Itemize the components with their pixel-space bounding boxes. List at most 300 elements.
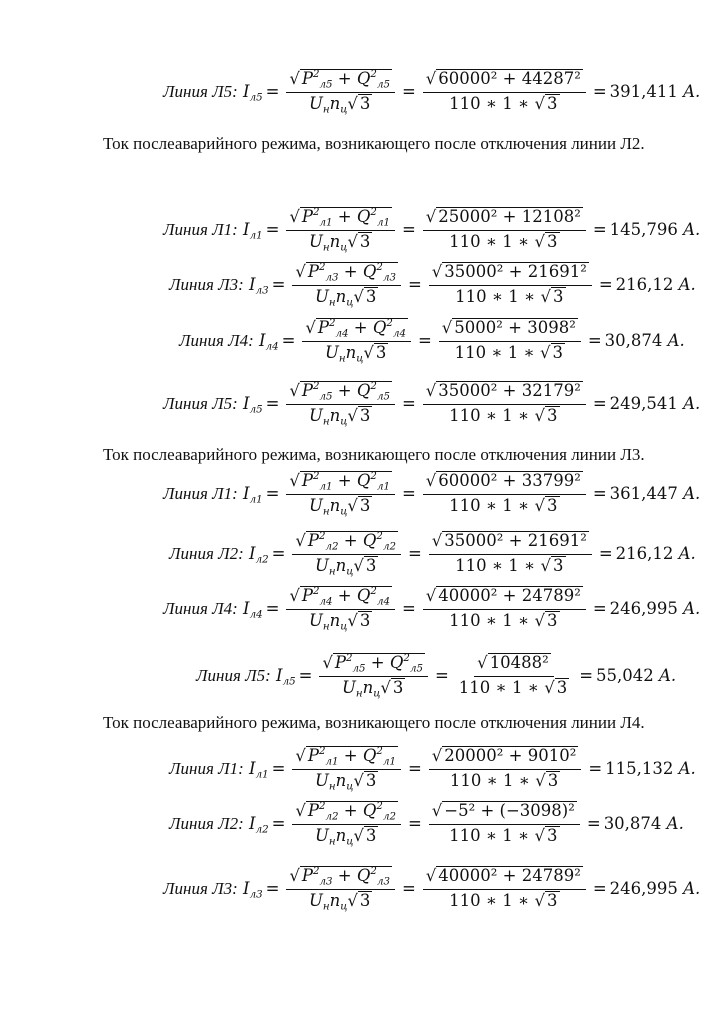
radicand: 3: [547, 825, 558, 845]
equals-sign: =: [271, 759, 286, 779]
fraction-denominator: [306, 610, 375, 632]
subscript: л5: [409, 663, 423, 675]
radicand-values: 40000² + 24789²: [438, 586, 581, 605]
math-variable: $Q^2_{л3}$: [356, 865, 390, 888]
equation-line: [163, 586, 700, 631]
fraction-denominator: [306, 231, 375, 253]
paragraph-text: Ток послеаварийного режима, возникающего после отключения линии Л4.: [103, 713, 645, 732]
sqrt-sign: √: [347, 93, 358, 113]
fraction-numerator: [423, 586, 586, 610]
equation-line: [169, 262, 696, 307]
result-value: 246,995: [609, 879, 678, 899]
subscript: л4: [335, 328, 349, 340]
fraction-denominator: [446, 890, 562, 912]
formula-fraction: [302, 318, 411, 363]
math-variable: $P^2_{л1}$: [301, 470, 333, 493]
math-variable: $P^2_{л2}$: [307, 530, 339, 553]
fraction-denominator: [456, 677, 572, 699]
formula-fraction: [292, 746, 401, 791]
subscript: л4: [392, 328, 406, 340]
sqrt-sign: √: [347, 405, 358, 425]
equals-sign: =: [407, 759, 422, 779]
equals-sign: =: [592, 599, 607, 619]
math-variable: $U_нn_ц$: [308, 93, 348, 116]
radicand-values: 5000² + 3098²: [454, 318, 576, 337]
equals-sign: =: [588, 759, 603, 779]
result-value: 391,411: [609, 82, 678, 102]
math-variable: $I_{л3}$: [249, 275, 269, 297]
subscript: н: [322, 416, 330, 428]
fraction-numerator: [423, 471, 586, 495]
line-label: Линия Л5:: [163, 393, 238, 413]
line-label: Линия Л5:: [196, 665, 271, 685]
equals-sign: =: [271, 814, 286, 834]
sqrt-sign: √: [289, 471, 300, 490]
subscript: л4: [265, 341, 279, 353]
fraction-denominator: [312, 825, 381, 847]
equals-sign: =: [579, 666, 594, 686]
radicand: $P^2_{л5} + Q^2_{л5}$: [301, 380, 390, 403]
exponent: 2: [329, 317, 336, 329]
fraction-numerator: [302, 318, 411, 342]
result-value: 361,447: [609, 484, 678, 504]
exponent: 2: [370, 865, 377, 877]
fraction-denominator: [306, 495, 375, 517]
exponent: 2: [319, 745, 326, 757]
exponent: 2: [376, 261, 383, 273]
exponent: 2: [319, 530, 326, 542]
exponent: 2: [313, 68, 320, 80]
subscript: ц: [340, 621, 348, 633]
radicand-values: 20000² + 9010²: [444, 746, 577, 765]
fraction-numerator: [423, 866, 586, 890]
math-variable: $Q^2_{л5}$: [356, 380, 390, 403]
equals-sign: =: [407, 544, 422, 564]
sqrt-sign: √: [353, 825, 364, 845]
denominator-text: 110 ∗ 1 ∗: [455, 555, 541, 575]
radicand: 3: [553, 555, 564, 575]
math-variable: $U_нn_ц$: [314, 825, 354, 848]
math-variable: $U_нn_ц$: [324, 342, 364, 365]
equals-sign: =: [298, 666, 313, 686]
subscript: н: [322, 104, 330, 116]
sqrt-sign: √: [431, 801, 443, 820]
fraction-numerator: [292, 531, 401, 555]
subscript: л1: [249, 230, 263, 242]
denominator-text: 110 ∗ 1 ∗: [449, 405, 535, 425]
unit-amperes: A.: [683, 484, 701, 504]
sqrt-sign: √: [295, 801, 306, 820]
math-variable: $P^2_{л5}$: [301, 380, 333, 403]
subscript: л2: [382, 811, 396, 823]
radicand: 3: [359, 405, 371, 425]
sqrt-sign: √: [295, 746, 306, 765]
radicand: $P^2_{л2} + Q^2_{л2}$: [307, 530, 396, 553]
sqrt-sign: √: [544, 677, 555, 697]
sqrt-sign: √: [347, 890, 358, 910]
subscript: ц: [346, 781, 354, 793]
numeric-fraction: [456, 653, 572, 698]
numeric-fraction: [423, 381, 586, 426]
sqrt-sign: √: [431, 262, 443, 281]
subscript: л2: [325, 541, 339, 553]
math-variable: $Q^2_{л5}$: [389, 652, 423, 675]
exponent: 2: [313, 380, 320, 392]
exponent: 2: [370, 206, 377, 218]
equation-line: [163, 207, 700, 252]
radicand-values: 35000² + 21691²: [444, 262, 587, 281]
unit-amperes: A.: [683, 220, 701, 240]
subscript: л5: [249, 404, 263, 416]
formula-fraction: [292, 262, 401, 307]
equals-sign: =: [417, 331, 432, 351]
denominator-text: 110 ∗ 1 ∗: [455, 286, 541, 306]
subscript: л5: [376, 391, 390, 403]
sqrt-sign: √: [295, 531, 306, 550]
equals-sign: =: [407, 814, 422, 834]
denominator-text: 110 ∗ 1 ∗: [449, 495, 535, 515]
formula-fraction: [286, 207, 395, 252]
fraction-numerator: [292, 746, 401, 770]
radicand: $P^2_{л5} + Q^2_{л5}$: [301, 68, 390, 91]
sqrt-sign: √: [534, 610, 546, 630]
radicand: 3: [375, 342, 387, 362]
math-variable: $P^2_{л2}$: [307, 800, 339, 823]
radicand: 3: [553, 286, 564, 306]
sqrt-sign: √: [347, 610, 358, 630]
numeric-fraction: [429, 262, 592, 307]
equals-sign: =: [592, 82, 607, 102]
line-label: Линия Л1:: [163, 483, 238, 503]
numeric-fraction: [429, 531, 592, 576]
equation-line: [163, 69, 700, 114]
equation-line: [196, 653, 676, 698]
sqrt-sign: √: [322, 653, 333, 672]
fraction-numerator: [319, 653, 428, 677]
fraction-numerator: [423, 69, 586, 93]
radicand: 3: [547, 890, 558, 910]
fraction-denominator: [446, 495, 562, 517]
formula-fraction: [319, 653, 428, 698]
subscript: л3: [376, 876, 390, 888]
equals-sign: =: [281, 331, 296, 351]
exponent: 2: [313, 470, 320, 482]
subscript: л3: [319, 876, 333, 888]
subscript: л4: [249, 609, 263, 621]
math-variable: $Q^2_{л2}$: [362, 800, 396, 823]
numeric-fraction: [429, 746, 582, 791]
exponent: 2: [346, 652, 353, 664]
result-value: 55,042: [596, 666, 654, 686]
math-variable: $I_{л1}$: [249, 759, 269, 781]
exponent: 2: [370, 585, 377, 597]
subscript: л5: [249, 92, 263, 104]
denominator-text: 110 ∗ 1 ∗: [449, 825, 535, 845]
sqrt-sign: √: [305, 318, 316, 337]
result-value: 246,995: [609, 599, 678, 619]
subscript: ц: [340, 416, 348, 428]
equals-sign: =: [265, 599, 280, 619]
fraction-numerator: [423, 207, 586, 231]
radicand: 3: [547, 770, 559, 790]
math-variable: $P^2_{л1}$: [307, 745, 339, 768]
subscript: л5: [282, 676, 296, 688]
math-variable: $Q^2_{л2}$: [362, 530, 396, 553]
sqrt-sign: √: [540, 342, 551, 362]
subscript: ц: [346, 836, 354, 848]
fraction-numerator: [429, 262, 592, 286]
subscript: л3: [249, 889, 263, 901]
subscript: ц: [346, 297, 354, 309]
math-variable: $I_{л5}$: [276, 666, 296, 688]
sqrt-sign: √: [425, 866, 437, 885]
subscript: л5: [352, 663, 366, 675]
radicand-values: 60000² + 44287²: [438, 69, 581, 88]
equals-sign: =: [592, 484, 607, 504]
equation-line: [179, 318, 685, 363]
subscript: н: [328, 836, 336, 848]
unit-amperes: A.: [659, 666, 677, 686]
subscript: н: [322, 506, 330, 518]
equals-sign: =: [592, 394, 607, 414]
sqrt-sign: √: [534, 93, 546, 113]
math-variable: $P^2_{л4}$: [301, 585, 333, 608]
subscript: л4: [319, 596, 333, 608]
unit-amperes: A.: [683, 879, 701, 899]
sqrt-sign: √: [534, 825, 546, 845]
equals-sign: =: [401, 484, 416, 504]
fraction-numerator: [429, 746, 582, 770]
unit-amperes: A.: [678, 544, 696, 564]
fraction-denominator: [322, 342, 391, 364]
sqrt-sign: √: [534, 405, 546, 425]
radicand: 3: [392, 677, 404, 697]
equals-sign: =: [401, 220, 416, 240]
formula-fraction: [286, 586, 395, 631]
fraction-denominator: [446, 610, 562, 632]
sqrt-sign: √: [353, 770, 364, 790]
numeric-fraction: [423, 471, 586, 516]
formula-fraction: [292, 531, 401, 576]
line-label: Линия Л1:: [169, 758, 244, 778]
fraction-numerator: [286, 69, 395, 93]
radicand-values: 25000² + 12108²: [438, 207, 581, 226]
fraction-numerator: [292, 801, 401, 825]
equation-line: [169, 746, 696, 791]
equals-sign: =: [265, 484, 280, 504]
subscript: н: [322, 242, 330, 254]
equals-sign: =: [265, 879, 280, 899]
formula-fraction: [286, 69, 395, 114]
subscript: ц: [340, 901, 348, 913]
radicand: 3: [365, 555, 377, 575]
equals-sign: =: [598, 275, 613, 295]
radicand: 3: [552, 342, 564, 362]
sqrt-sign: √: [425, 69, 437, 88]
subscript: л2: [255, 554, 269, 566]
equals-sign: =: [271, 275, 286, 295]
radicand: 3: [359, 890, 371, 910]
math-variable: $Q^2_{л3}$: [362, 261, 396, 284]
exponent: 2: [386, 317, 393, 329]
math-variable: $U_нn_ц$: [308, 495, 348, 518]
exponent: 2: [370, 470, 377, 482]
radicand: 3: [365, 286, 377, 306]
fraction-numerator: [286, 381, 395, 405]
radicand-values: 40000² + 24789²: [438, 866, 581, 885]
exponent: 2: [319, 800, 326, 812]
sqrt-sign: √: [295, 262, 306, 281]
fraction-denominator: [306, 93, 375, 115]
numeric-fraction: [423, 69, 586, 114]
sqrt-sign: √: [441, 318, 453, 337]
radicand: $P^2_{л3} + Q^2_{л3}$: [301, 865, 390, 888]
fraction-numerator: [439, 318, 581, 342]
radicand: 3: [359, 495, 371, 515]
subscript: л1: [319, 481, 333, 493]
equation-line: [163, 866, 700, 911]
fraction-numerator: [474, 653, 554, 677]
math-variable: $U_нn_ц$: [314, 286, 354, 309]
subscript: н: [355, 688, 363, 700]
subscript: ц: [340, 104, 348, 116]
exponent: 2: [376, 800, 383, 812]
radicand: 3: [547, 93, 558, 113]
numeric-fraction: [423, 207, 586, 252]
radicand: 3: [359, 231, 371, 251]
math-variable: $P^2_{л4}$: [317, 317, 349, 340]
equals-sign: =: [586, 814, 601, 834]
paragraph-text: Ток послеаварийного режима, возникающего после отключения линии Л3.: [103, 445, 645, 464]
equals-sign: =: [265, 220, 280, 240]
subscript: ц: [346, 566, 354, 578]
equals-sign: =: [401, 82, 416, 102]
subscript: л5: [376, 79, 390, 91]
fraction-denominator: [446, 405, 562, 427]
equals-sign: =: [401, 394, 416, 414]
radicand-values: 35000² + 21691²: [444, 531, 587, 550]
sqrt-sign: √: [353, 555, 364, 575]
subscript: н: [328, 297, 336, 309]
unit-amperes: A.: [667, 331, 685, 351]
denominator-text: 110 ∗ 1 ∗: [449, 231, 535, 251]
radicand: $P^2_{л2} + Q^2_{л2}$: [307, 800, 396, 823]
line-label: Линия Л1:: [163, 219, 238, 239]
subscript: л4: [376, 596, 390, 608]
fraction-numerator: [429, 801, 580, 825]
math-variable: $I_{л4}$: [259, 331, 279, 353]
exponent: 2: [313, 206, 320, 218]
math-variable: $U_нn_ц$: [308, 890, 348, 913]
sqrt-sign: √: [431, 531, 443, 550]
line-label: Линия Л4:: [179, 330, 254, 350]
math-variable: $P^2_{л1}$: [301, 206, 333, 229]
formula-fraction: [286, 471, 395, 516]
radicand: $P^2_{л4} + Q^2_{л4}$: [317, 317, 406, 340]
radicand: 3: [556, 677, 568, 697]
math-variable: $Q^2_{л1}$: [356, 470, 390, 493]
equation-line: [163, 381, 700, 426]
fraction-denominator: [312, 555, 381, 577]
sqrt-sign: √: [425, 207, 437, 226]
exponent: 2: [376, 745, 383, 757]
sqrt-sign: √: [289, 866, 300, 885]
line-label: Линия Л3:: [163, 878, 238, 898]
radicand: $P^2_{л1} + Q^2_{л1}$: [301, 206, 390, 229]
sqrt-sign: √: [347, 231, 358, 251]
equation-line: [169, 531, 696, 576]
math-variable: $I_{л3}$: [243, 879, 263, 901]
radicand: 3: [359, 93, 371, 113]
line-label: Линия Л2:: [169, 813, 244, 833]
radicand-values: 60000² + 33799²: [438, 471, 581, 490]
fraction-numerator: [286, 207, 395, 231]
fraction-denominator: [452, 286, 568, 308]
equals-sign: =: [592, 220, 607, 240]
paragraph-text: Ток послеаварийного режима, возникающего после отключения линии Л2.: [103, 134, 645, 153]
fraction-denominator: [452, 342, 568, 364]
unit-amperes: A.: [683, 394, 701, 414]
fraction-denominator: [447, 770, 563, 792]
fraction-numerator: [286, 866, 395, 890]
subscript: ц: [356, 353, 364, 365]
sqrt-sign: √: [380, 677, 391, 697]
fraction-numerator: [429, 531, 592, 555]
result-value: 30,874: [603, 814, 662, 834]
exponent: 2: [403, 652, 410, 664]
radicand: 3: [547, 610, 558, 630]
fraction-numerator: [292, 262, 401, 286]
subscript: л3: [255, 285, 269, 297]
result-value: 145,796: [609, 220, 678, 240]
math-variable: $P^2_{л5}$: [334, 652, 366, 675]
radicand: 3: [365, 825, 377, 845]
equals-sign: =: [401, 879, 416, 899]
equation-line: [163, 471, 700, 516]
equals-sign: =: [434, 666, 449, 686]
exponent: 2: [370, 68, 377, 80]
radicand-values: 10488²: [489, 653, 549, 672]
subscript: н: [328, 566, 336, 578]
math-variable: $U_нn_ц$: [308, 405, 348, 428]
subscript: л2: [255, 824, 269, 836]
subscript: н: [322, 901, 330, 913]
sqrt-sign: √: [425, 471, 437, 490]
fraction-denominator: [446, 231, 562, 253]
radicand: 3: [547, 495, 558, 515]
denominator-text: 110 ∗ 1 ∗: [449, 890, 535, 910]
sqrt-sign: √: [477, 653, 488, 672]
radicand: 3: [365, 770, 377, 790]
subscript: л1: [382, 756, 396, 768]
unit-amperes: A.: [678, 759, 696, 779]
math-variable: $Q^2_{л1}$: [362, 745, 396, 768]
subscript: л1: [376, 217, 390, 229]
math-variable: $P^2_{л3}$: [301, 865, 333, 888]
result-value: 216,12: [615, 544, 674, 564]
fraction-numerator: [286, 471, 395, 495]
fraction-denominator: [312, 286, 381, 308]
unit-amperes: A.: [683, 82, 701, 102]
radicand: $P^2_{л4} + Q^2_{л4}$: [301, 585, 390, 608]
math-variable: $I_{л1}$: [243, 484, 263, 506]
result-value: 216,12: [615, 275, 674, 295]
subscript: л1: [249, 494, 263, 506]
math-variable: $I_{л5}$: [243, 394, 263, 416]
denominator-text: 110 ∗ 1 ∗: [454, 342, 540, 362]
sqrt-sign: √: [289, 207, 300, 226]
denominator-text: 110 ∗ 1 ∗: [449, 770, 536, 790]
